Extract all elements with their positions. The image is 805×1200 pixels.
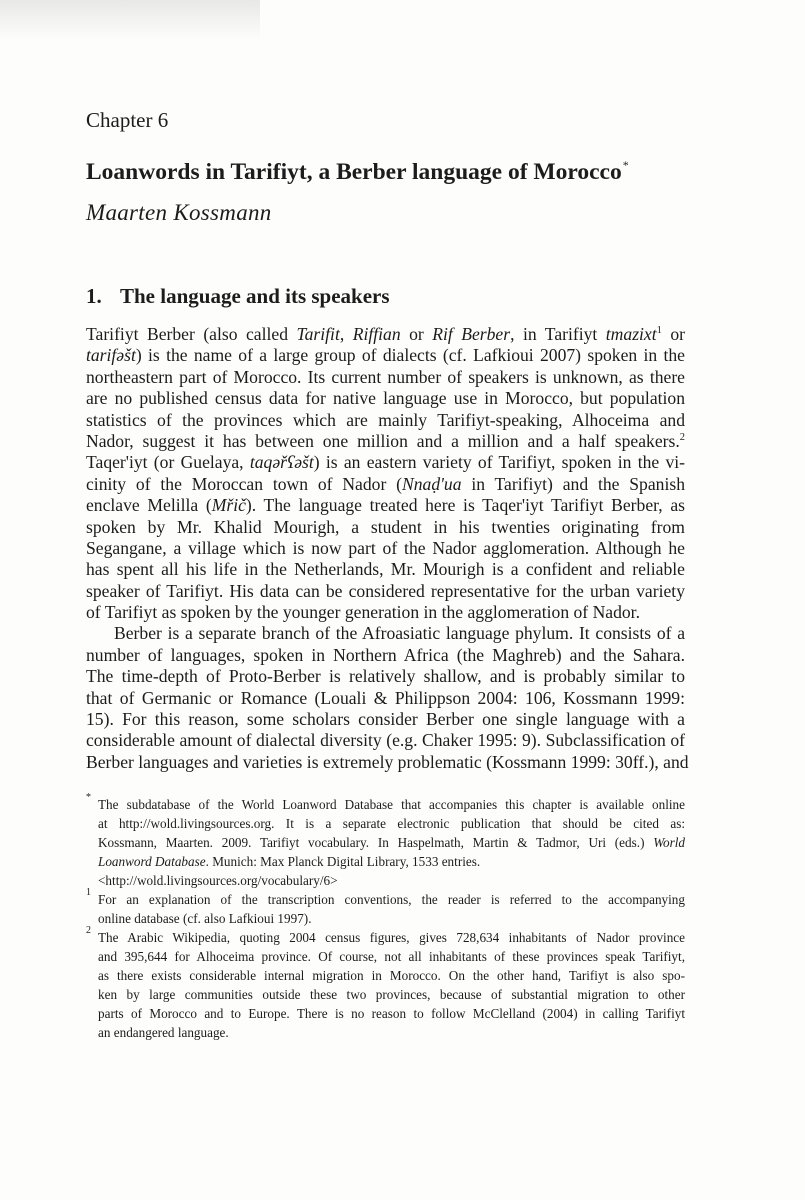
author-name: Maarten Kossmann xyxy=(86,200,272,225)
footnotes xyxy=(86,792,685,1042)
section-heading xyxy=(86,284,390,309)
text-line xyxy=(86,495,685,516)
text-line xyxy=(86,431,685,452)
italic-term: taqəřʕəšt xyxy=(249,452,314,473)
text-line xyxy=(86,474,685,495)
footnote-line xyxy=(98,852,685,871)
italic-term: World xyxy=(653,835,685,850)
footnote-star xyxy=(86,792,685,890)
text-span: ) is the name of a large group of dialects (cf. Lafkioui 2007) spoken in the xyxy=(135,345,685,366)
text-span: , xyxy=(339,324,353,344)
text-span: ). The language treated here is Taqer'iyt Tarifiyt Berber, as xyxy=(245,495,685,516)
text-span: in Tarifiyt) and the Spanish xyxy=(461,473,685,494)
text-span: enclave Melilla ( xyxy=(86,495,212,516)
text-line xyxy=(86,324,685,345)
footnote-line: at http://wold.livingsources.org. It is a separate electronic publication that should be cited as: xyxy=(98,816,685,831)
section-title: The language and its speakers xyxy=(120,284,390,308)
text-span: Tarifiyt Berber (also called xyxy=(86,324,297,344)
footnote-line: as there exists considerable internal migration in Morocco. On the other hand, Tarifiyt is also spo- xyxy=(98,968,685,983)
text-span: ) is an eastern variety of Tarifiyt, spoken in the vi- xyxy=(313,452,686,473)
italic-term: Mřič xyxy=(211,495,246,516)
italic-term: tmazixt xyxy=(605,324,657,344)
chapter-title-footnote-mark: * xyxy=(622,158,629,172)
footnote-line: <http://wold.livingsources.org/vocabulary/6> xyxy=(98,873,338,888)
italic-term: Tarifit xyxy=(296,324,340,344)
footnote-mark: 1 xyxy=(86,887,91,898)
footnote-mark: 2 xyxy=(86,925,91,936)
text-line: has spent all his life in the Netherlands, Mr. Mourigh is a confident and reliable xyxy=(86,559,685,580)
text-line: northeastern part of Morocco. Its current number of speakers is unknown, as there xyxy=(86,366,685,387)
italic-term: Loanword Database xyxy=(98,854,206,869)
chapter-label: Chapter 6 xyxy=(86,108,169,132)
footnote-line: an endangered language. xyxy=(98,1025,229,1040)
paragraph-2 xyxy=(86,623,689,773)
body-text xyxy=(86,324,689,773)
footnote-line: The Arabic Wikipedia, quoting 2004 census figures, gives 728,634 inhabitants of Nador province xyxy=(98,930,685,945)
text-line xyxy=(86,452,685,473)
text-line: 15). For this reason, some scholars consider Berber one single language with a xyxy=(86,709,685,730)
text-line: of Tarifiyt as spoken by the younger generation in the agglomeration of Nador. xyxy=(86,602,640,623)
text-line xyxy=(86,345,685,366)
text-span: . Munich: Max Planck Digital Library, 1533 entries. xyxy=(205,854,481,869)
text-span: Kossmann, Maarten. 2009. Tarifiyt vocabulary. In Haspelmath, Martin & Tadmor, Uri (eds.) xyxy=(98,835,645,850)
italic-term: Riffian xyxy=(352,324,401,344)
italic-term: Rif Berber xyxy=(432,324,511,344)
text-line: spoken by Mr. Khalid Mourigh, a student in his twenties originating from xyxy=(86,516,685,537)
italic-term: Nnaḍ'ua xyxy=(402,473,462,494)
text-span: cinity of the Moroccan town of Nador ( xyxy=(86,473,403,494)
paragraph-1 xyxy=(86,324,685,623)
footnote-line: parts of Morocco and to Europe. There is no reason to follow McClelland (2004) in calling Tarifiyt xyxy=(98,1006,685,1021)
footnote-line: and 395,644 for Alhoceima province. Of course, not all inhabitants of these provinces speak Tarifiyt, xyxy=(98,949,685,964)
text-span: or xyxy=(400,324,433,344)
text-span: Taqer'iyt (or Guelaya, xyxy=(86,452,250,473)
text-line: number of languages, spoken in Northern Africa (the Maghreb) and the Sahara. xyxy=(86,644,685,665)
footnote-line: The subdatabase of the World Loanword Database that accompanies this chapter is available online xyxy=(98,797,685,812)
text-line: speaker of Tarifiyt. His data can be considered representative for the urban variety xyxy=(86,580,685,601)
text-span: Nador, suggest it has between one million and a million and a half speakers. xyxy=(86,430,680,451)
chapter-title-text: Loanwords in Tarifiyt, a Berber language of Morocco xyxy=(86,159,622,185)
footnote-ref: 2 xyxy=(679,431,685,443)
text-span: , in Tarifiyt xyxy=(510,324,606,344)
text-span: or xyxy=(661,324,686,344)
text-line: considerable amount of dialectal diversity (e.g. Chaker 1995: 9). Subclassification of xyxy=(86,730,685,751)
footnote-ref: 1 xyxy=(656,325,662,336)
footnote-line: online database (cf. also Lafkioui 1997). xyxy=(98,911,312,926)
text-line: The time-depth of Proto-Berber is relatively shallow, and is probably similar to xyxy=(86,666,685,687)
text-line: are no published census data for native language use in Morocco, but population xyxy=(86,388,685,409)
footnote-line: ken by large communities outside these two provinces, because of substantial migration to other xyxy=(98,987,685,1002)
text-line: Segangane, a village which is now part of the Nador agglomeration. Although he xyxy=(86,537,685,558)
text-line: Berber is a separate branch of the Afroasiatic language phylum. It consists of a xyxy=(114,623,685,644)
text-line: Berber languages and varieties is extremely problematic (Kossmann 1999: 30ff.), and xyxy=(86,751,689,772)
text-line: that of Germanic or Romance (Louali & Philippson 2004: 106, Kossmann 1999: xyxy=(86,687,685,708)
footnote-2 xyxy=(86,925,685,1042)
footnote-1 xyxy=(86,887,685,928)
text-line: statistics of the provinces which are mainly Tarifiyt-speaking, Alhoceima and xyxy=(86,409,685,430)
footnote-mark: * xyxy=(86,792,91,803)
section-number: 1. xyxy=(86,284,102,308)
italic-term: tarifəšt xyxy=(86,345,136,366)
scan-shadow xyxy=(0,0,260,40)
chapter-title xyxy=(86,158,629,186)
footnote-line xyxy=(98,833,685,852)
footnote-line: For an explanation of the transcription conventions, the reader is referred to the accompanying xyxy=(98,892,685,907)
